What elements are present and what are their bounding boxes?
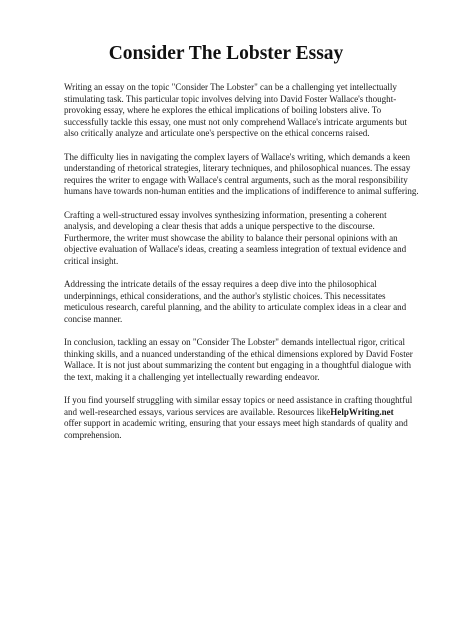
paragraph-6 (64, 395, 420, 441)
paragraph-1: Writing an essay on the topic "Consider The Lobster" can be a challenging yet intellectually stimulating task. This particular topic involves delving into David Foster Wallace's thought-provoking essay, where he explores the ethical implications of boiling lobsters alive. To successfully tackle this essay, one must not only comprehend Wallace's intricate arguments but also critically analyze and articulate one's perspective on the ethical concerns raised. (64, 82, 407, 139)
helpwriting-link[interactable]: HelpWriting.net (330, 406, 394, 417)
paragraph-4: Addressing the intricate details of the essay requires a deep dive into the philosophical underpinnings, ethical considerations, and the author's stylistic choices. This necessitates meticulous research, careful planning, and the ability to articulate complex ideas in a clear and concise manner. (64, 279, 407, 324)
document-title: Consider The Lobster Essay (108, 43, 344, 64)
document-body (64, 82, 420, 453)
paragraph-5: In conclusion, tackling an essay on "Consider The Lobster" demands intellectual rigor, critical thinking skills, and a nuanced understanding of the ethical dimensions explored by David Foster Wallace. It is not just about summarizing the content but engaging in a thoughtful dialogue with the text, making it a challenging yet intellectually rewarding endeavor. (64, 337, 413, 382)
paragraph-6-text-before: If you find yourself struggling with similar essay topics or need assistance in crafting thoughtful and well-researched essays, various services are available. Resources like (64, 395, 413, 417)
paragraph-6-text-after: offer support in academic writing, ensuring that your essays meet high standards of quality and comprehension. (64, 418, 408, 440)
paragraph-2: The difficulty lies in navigating the complex layers of Wallace's writing, which demands a keen understanding of rhetorical strategies, literary techniques, and philosophical nuances. The essay requires the writer to engage with Wallace's central arguments, such as the moral responsibility humans have towards non-human entities and the implications of indifference to animal suffering. (64, 151, 419, 197)
paragraph-3: Crafting a well-structured essay involves synthesizing information, presenting a coherent analysis, and developing a clear thesis that adds a unique perspective to the discourse. Furthermore, the writer must showcase the ability to balance their personal opinions with an objective evaluation of Wallace's ideas, creating a seamless integration of textual evidence and critical insight. (64, 209, 407, 266)
